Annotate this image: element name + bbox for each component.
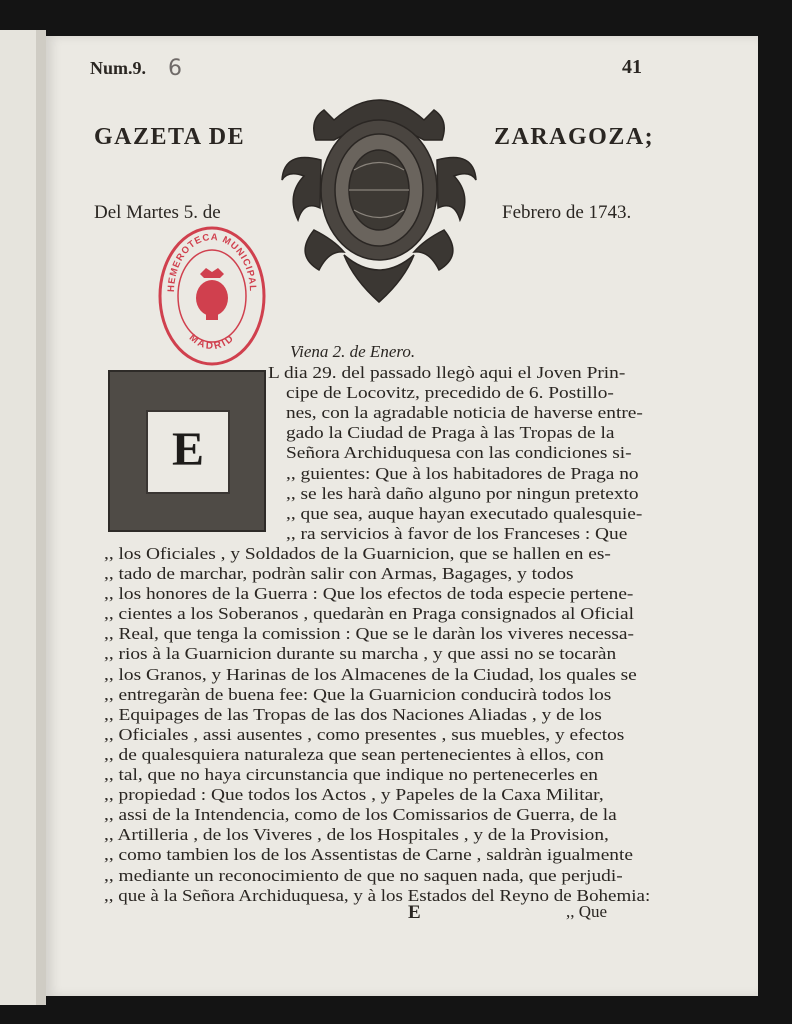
coat-of-arms-icon bbox=[274, 80, 484, 306]
svg-text:HEMEROTECA MUNICIPAL: HEMEROTECA MUNICIPAL bbox=[165, 231, 259, 293]
text-line: ,, se les harà daño alguno por ningun pretexto bbox=[286, 483, 639, 503]
masthead-title-right: ZARAGOZA; bbox=[494, 124, 655, 150]
text-line: ,, ra servicios à favor de los Franceses : Que bbox=[286, 523, 628, 543]
text-line: ,, cientes a los Soberanos , quedaràn en Praga consignados al Oficial bbox=[104, 604, 634, 624]
text-line: Señora Archiduquesa con las condiciones si- bbox=[286, 443, 632, 463]
binding-gutter bbox=[36, 30, 46, 1005]
text-line: ,, propiedad : Que todos los Actos , y Papeles de la Caxa Militar, bbox=[104, 785, 604, 805]
issue-number: Num.9. bbox=[90, 58, 147, 78]
text-line: ,, que sea, auque hayan executado qualesquie- bbox=[286, 503, 643, 523]
signature-mark: E bbox=[408, 902, 421, 923]
issue-date-left: Del Martes 5. de bbox=[94, 202, 221, 223]
text-line: ,, los Granos, y Harinas de los Almacenes de la Ciudad, los quales se bbox=[104, 664, 637, 684]
text-line: ,, assi de la Intendencia, como de los Comissarios de Guerra, de la bbox=[104, 805, 617, 825]
catchword: ,, Que bbox=[566, 902, 608, 921]
text-line: L dia 29. del passado llegò aqui el Joven Prin- bbox=[268, 363, 626, 382]
text-line: ,, guientes: Que à los habitadores de Praga no bbox=[286, 463, 639, 483]
text-line: ,, los Oficiales , y Soldados de la Guarnicion, que se hallen en es- bbox=[104, 543, 611, 563]
issue-date-right: Febrero de 1743. bbox=[502, 202, 632, 223]
text-line: ,, mediante un reconocimiento de que no saquen nada, que perjudi- bbox=[104, 865, 623, 885]
initial-frame bbox=[146, 410, 230, 494]
text-line: ,, Artilleria , de los Viveres , de los Hospitales , y de la Provision, bbox=[104, 825, 609, 845]
text-line: nes, con la agradable noticia de haverse entre- bbox=[286, 403, 643, 423]
text-line: gado la Ciudad de Praga à las Tropas de la bbox=[286, 423, 615, 443]
text-line: ,, tado de marchar, podràn salir con Armas, Bagages, y todos bbox=[104, 564, 574, 583]
text-line: ,, Real, que tenga la comission : Que se le daràn los viveres necessa- bbox=[104, 624, 634, 644]
initial-letter: E bbox=[171, 423, 204, 476]
text-line: ,, entregaràn de buena fee: Que la Guarnicion conducirà todos los bbox=[104, 684, 612, 704]
text-line: ,, tal, que no haya circunstancia que indique no pertenecerles en bbox=[104, 765, 598, 784]
text-line: ,, que à la Señora Archiduquesa, y à los Estados del Reyno de Bohemia: bbox=[104, 885, 651, 905]
handwritten-number: 6 bbox=[168, 56, 182, 81]
text-line: ,, Equipages de las Tropas de las dos Naciones Aliadas , y de los bbox=[104, 704, 602, 724]
page-number: 41 bbox=[622, 56, 642, 78]
library-stamp-icon bbox=[156, 222, 268, 370]
text-line: ,, de qualesquiera naturaleza que sean pertenecientes à ellos, con bbox=[104, 744, 604, 764]
masthead-title-left: GAZETA DE bbox=[94, 124, 246, 150]
text-line: cipe de Locovitz, precedido de 6. Postillo- bbox=[286, 383, 614, 403]
text-line: ,, los honores de la Guerra : Que los efectos de toda especie pertene- bbox=[104, 584, 634, 604]
text-line: ,, Oficiales , assi ausentes , como presentes , sus muebles, y efectos bbox=[104, 724, 625, 744]
news-dateline: Viena 2. de Enero. bbox=[290, 342, 416, 361]
text-line: ,, rios à la Guarnicion durante su marcha , y que assi no se tocaràn bbox=[104, 644, 617, 664]
svg-text:MADRID: MADRID bbox=[186, 332, 238, 353]
text-line: ,, como tambien los de los Assentistas de Carne , saldràn igualmente bbox=[104, 845, 633, 865]
decorated-initial bbox=[108, 370, 266, 532]
newspaper-page bbox=[46, 36, 758, 996]
